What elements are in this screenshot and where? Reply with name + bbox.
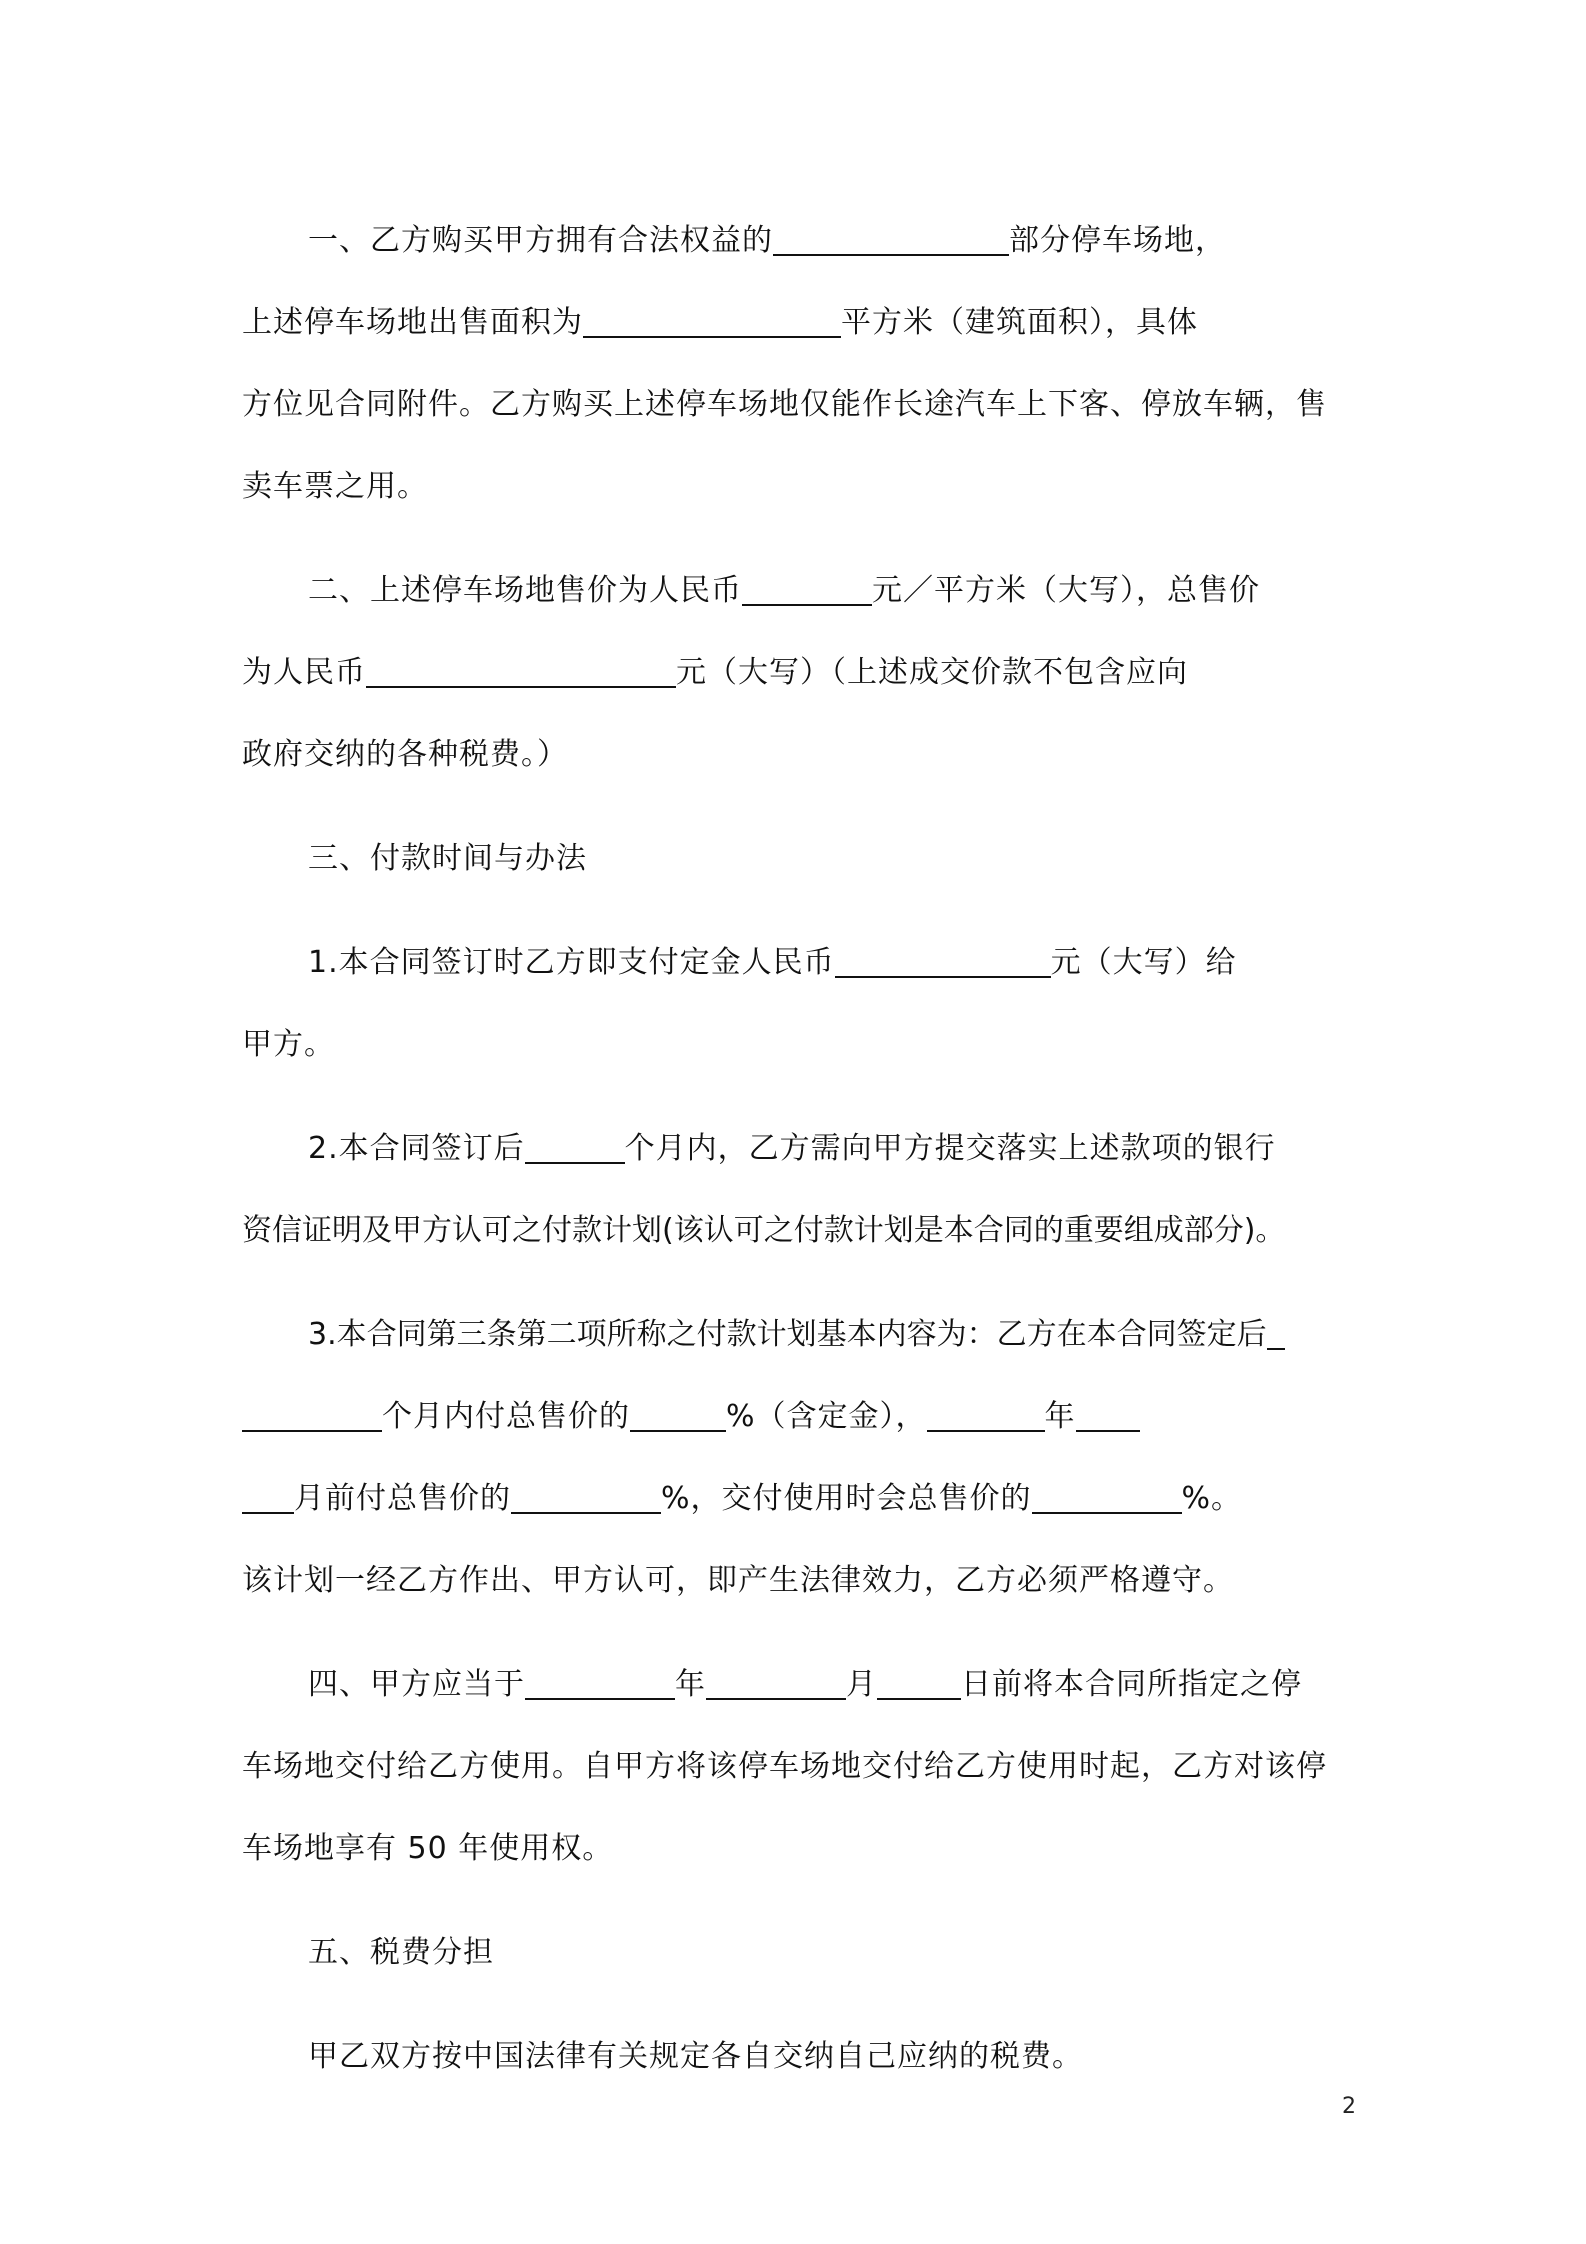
blank-field xyxy=(511,1482,661,1514)
text: 元（大写）（上述成交价款不包含应向 xyxy=(676,655,1188,690)
blank-field xyxy=(525,1668,675,1700)
text: 卖车票之用。 xyxy=(242,469,428,504)
paragraph-5-line-1 xyxy=(242,1108,1356,1190)
text: 四、甲方应当于 xyxy=(308,1667,525,1702)
blank-field xyxy=(706,1668,846,1700)
text: %。 xyxy=(1181,1481,1243,1516)
paragraph-6-line-3 xyxy=(242,1458,1356,1540)
section-3-heading: 三、付款时间与办法 xyxy=(308,841,587,876)
text: 年 xyxy=(1044,1399,1076,1434)
paragraph-4-line-1 xyxy=(242,922,1356,1004)
text: 车场地交付给乙方使用。自甲方将该停车场地交付给乙方使用时起，乙方对该停 xyxy=(242,1749,1327,1784)
section-5-heading: 五、税费分担 xyxy=(308,1935,494,1970)
paragraph-2-line-3 xyxy=(242,714,1356,796)
blank-field xyxy=(1267,1318,1285,1350)
paragraph-1-line-1 xyxy=(242,200,1356,282)
text: 车场地享有 50 年使用权。 xyxy=(242,1831,614,1866)
text: 为人民币 xyxy=(242,655,366,690)
text: 个月内付总售价的 xyxy=(382,1399,630,1434)
blank-field xyxy=(1032,1482,1182,1514)
paragraph-6-line-4 xyxy=(242,1540,1356,1622)
text: 1.本合同签订时乙方即支付定金人民币 xyxy=(308,945,835,980)
blank-field xyxy=(242,1400,382,1432)
paragraph-1-line-4 xyxy=(242,446,1356,528)
text: %，交付使用时会总售价的 xyxy=(661,1481,1032,1516)
blank-field xyxy=(630,1400,726,1432)
text: 平方米（建筑面积），具体 xyxy=(841,305,1198,340)
text: 二、上述停车场地售价为人民币 xyxy=(308,573,742,608)
paragraph-2-line-1 xyxy=(242,550,1356,632)
text: 甲方。 xyxy=(242,1027,335,1062)
text: 资信证明及甲方认可之付款计划(该认可之付款计划是本合同的重要组成部分)。 xyxy=(242,1213,1286,1248)
paragraph-6-line-2 xyxy=(242,1376,1356,1458)
blank-field xyxy=(583,306,841,338)
blank-field xyxy=(1076,1400,1140,1432)
blank-field xyxy=(525,1132,625,1164)
paragraph-7-line-2 xyxy=(242,1726,1356,1808)
blank-field xyxy=(366,656,676,688)
blank-field xyxy=(742,574,872,606)
text: 3.本合同第三条第二项所称之付款计划基本内容为：乙方在本合同签定后 xyxy=(308,1317,1267,1352)
text: 个月内，乙方需向甲方提交落实上述款项的银行 xyxy=(624,1131,1276,1166)
paragraph-2-line-2 xyxy=(242,632,1356,714)
text: 该计划一经乙方作出、甲方认可，即产生法律效力，乙方必须严格遵守。 xyxy=(242,1563,1234,1598)
paragraph-7-line-3 xyxy=(242,1808,1356,1890)
text: 2.本合同签订后 xyxy=(308,1131,525,1166)
paragraph-1-line-2 xyxy=(242,282,1356,364)
blank-field xyxy=(835,946,1051,978)
text: 部分停车场地， xyxy=(1009,223,1226,258)
text: 日前将本合同所指定之停 xyxy=(961,1667,1302,1702)
text: 月 xyxy=(846,1667,877,1702)
paragraph-9: 甲乙双方按中国法律有关规定各自交纳自己应纳的税费。 xyxy=(308,2039,1083,2074)
text: 方位见合同附件。乙方购买上述停车场地仅能作长途汽车上下客、停放车辆，售 xyxy=(242,387,1327,422)
text: 年 xyxy=(675,1667,706,1702)
blank-field xyxy=(773,224,1009,256)
paragraph-1-line-3 xyxy=(242,364,1356,446)
text: 月前付总售价的 xyxy=(294,1481,511,1516)
blank-field xyxy=(927,1400,1045,1432)
text: %（含定金）， xyxy=(726,1399,927,1434)
text: 元／平方米（大写），总售价 xyxy=(872,573,1260,608)
paragraph-4-line-2 xyxy=(242,1004,1356,1086)
text: 上述停车场地出售面积为 xyxy=(242,305,583,340)
page-number: 2 xyxy=(1342,2094,1356,2119)
document-body xyxy=(242,200,1356,2098)
blank-field xyxy=(242,1482,294,1514)
text: 元（大写）给 xyxy=(1050,945,1237,980)
paragraph-6-line-1 xyxy=(242,1294,1356,1376)
paragraph-5-line-2 xyxy=(242,1190,1356,1272)
blank-field xyxy=(877,1668,961,1700)
text: 政府交纳的各种税费。） xyxy=(242,737,568,772)
text: 一、乙方购买甲方拥有合法权益的 xyxy=(308,223,773,258)
paragraph-7-line-1 xyxy=(242,1644,1356,1726)
